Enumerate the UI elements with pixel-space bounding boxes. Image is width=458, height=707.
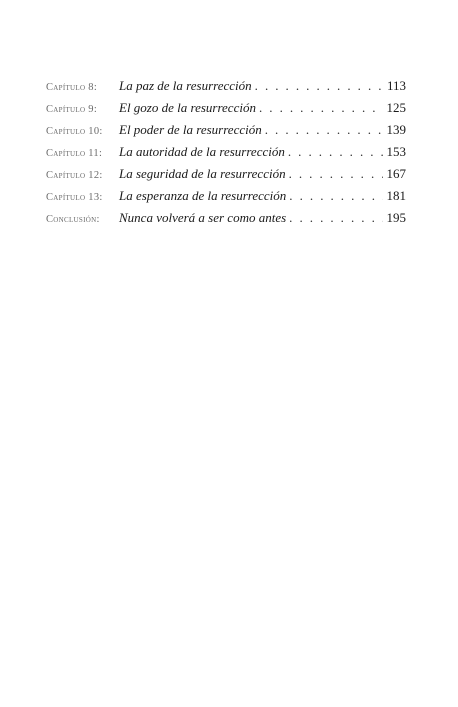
toc-page-number: 125 — [386, 100, 406, 115]
toc-dot-leader — [255, 78, 383, 94]
toc-page-number: 181 — [386, 188, 406, 203]
toc-chapter-label: Capítulo 10: — [46, 126, 103, 137]
toc-dot-leader — [288, 144, 383, 160]
toc-entry-chapter-12 — [46, 166, 406, 188]
toc-dot-leader — [289, 166, 383, 182]
toc-entry-chapter-10 — [46, 122, 406, 144]
toc-dot-leader — [259, 100, 383, 116]
toc-page-number: 195 — [386, 210, 406, 225]
toc-dot-leader — [265, 122, 383, 138]
toc-chapter-title: La esperanza de la resurrección — [119, 188, 287, 203]
toc-chapter-label: Capítulo 8: — [46, 82, 98, 93]
toc-chapter-label: Capítulo 9: — [46, 104, 98, 115]
toc-chapter-title: Nunca volverá a ser como antes — [119, 210, 287, 225]
toc-page-number: 113 — [386, 78, 406, 93]
toc-page-number: 153 — [386, 144, 406, 159]
toc-chapter-title: La seguridad de la resurrección — [119, 166, 286, 181]
toc-chapter-title: El poder de la resurrección — [119, 122, 262, 137]
toc-chapter-label: Capítulo 13: — [46, 192, 103, 203]
toc-entry-chapter-11 — [46, 144, 406, 166]
toc-dot-leader — [289, 188, 382, 204]
toc-chapter-label: Capítulo 12: — [46, 170, 103, 181]
toc-chapter-title: La paz de la resurrección — [119, 78, 252, 93]
toc-page-number: 167 — [386, 166, 406, 181]
toc-chapter-title: El gozo de la resurrección — [119, 100, 256, 115]
toc-chapter-label: Conclusión: — [46, 214, 100, 225]
toc-chapter-title: La autoridad de la resurrección — [119, 144, 285, 159]
toc-entry-chapter-9 — [46, 100, 406, 122]
toc-chapter-label: Capítulo 11: — [46, 148, 103, 159]
table-of-contents — [46, 78, 406, 232]
toc-entry-chapter-13 — [46, 188, 406, 210]
toc-entry-conclusion — [46, 210, 406, 232]
toc-page-number: 139 — [386, 122, 406, 137]
toc-entry-chapter-8 — [46, 78, 406, 100]
toc-dot-leader — [289, 210, 382, 226]
